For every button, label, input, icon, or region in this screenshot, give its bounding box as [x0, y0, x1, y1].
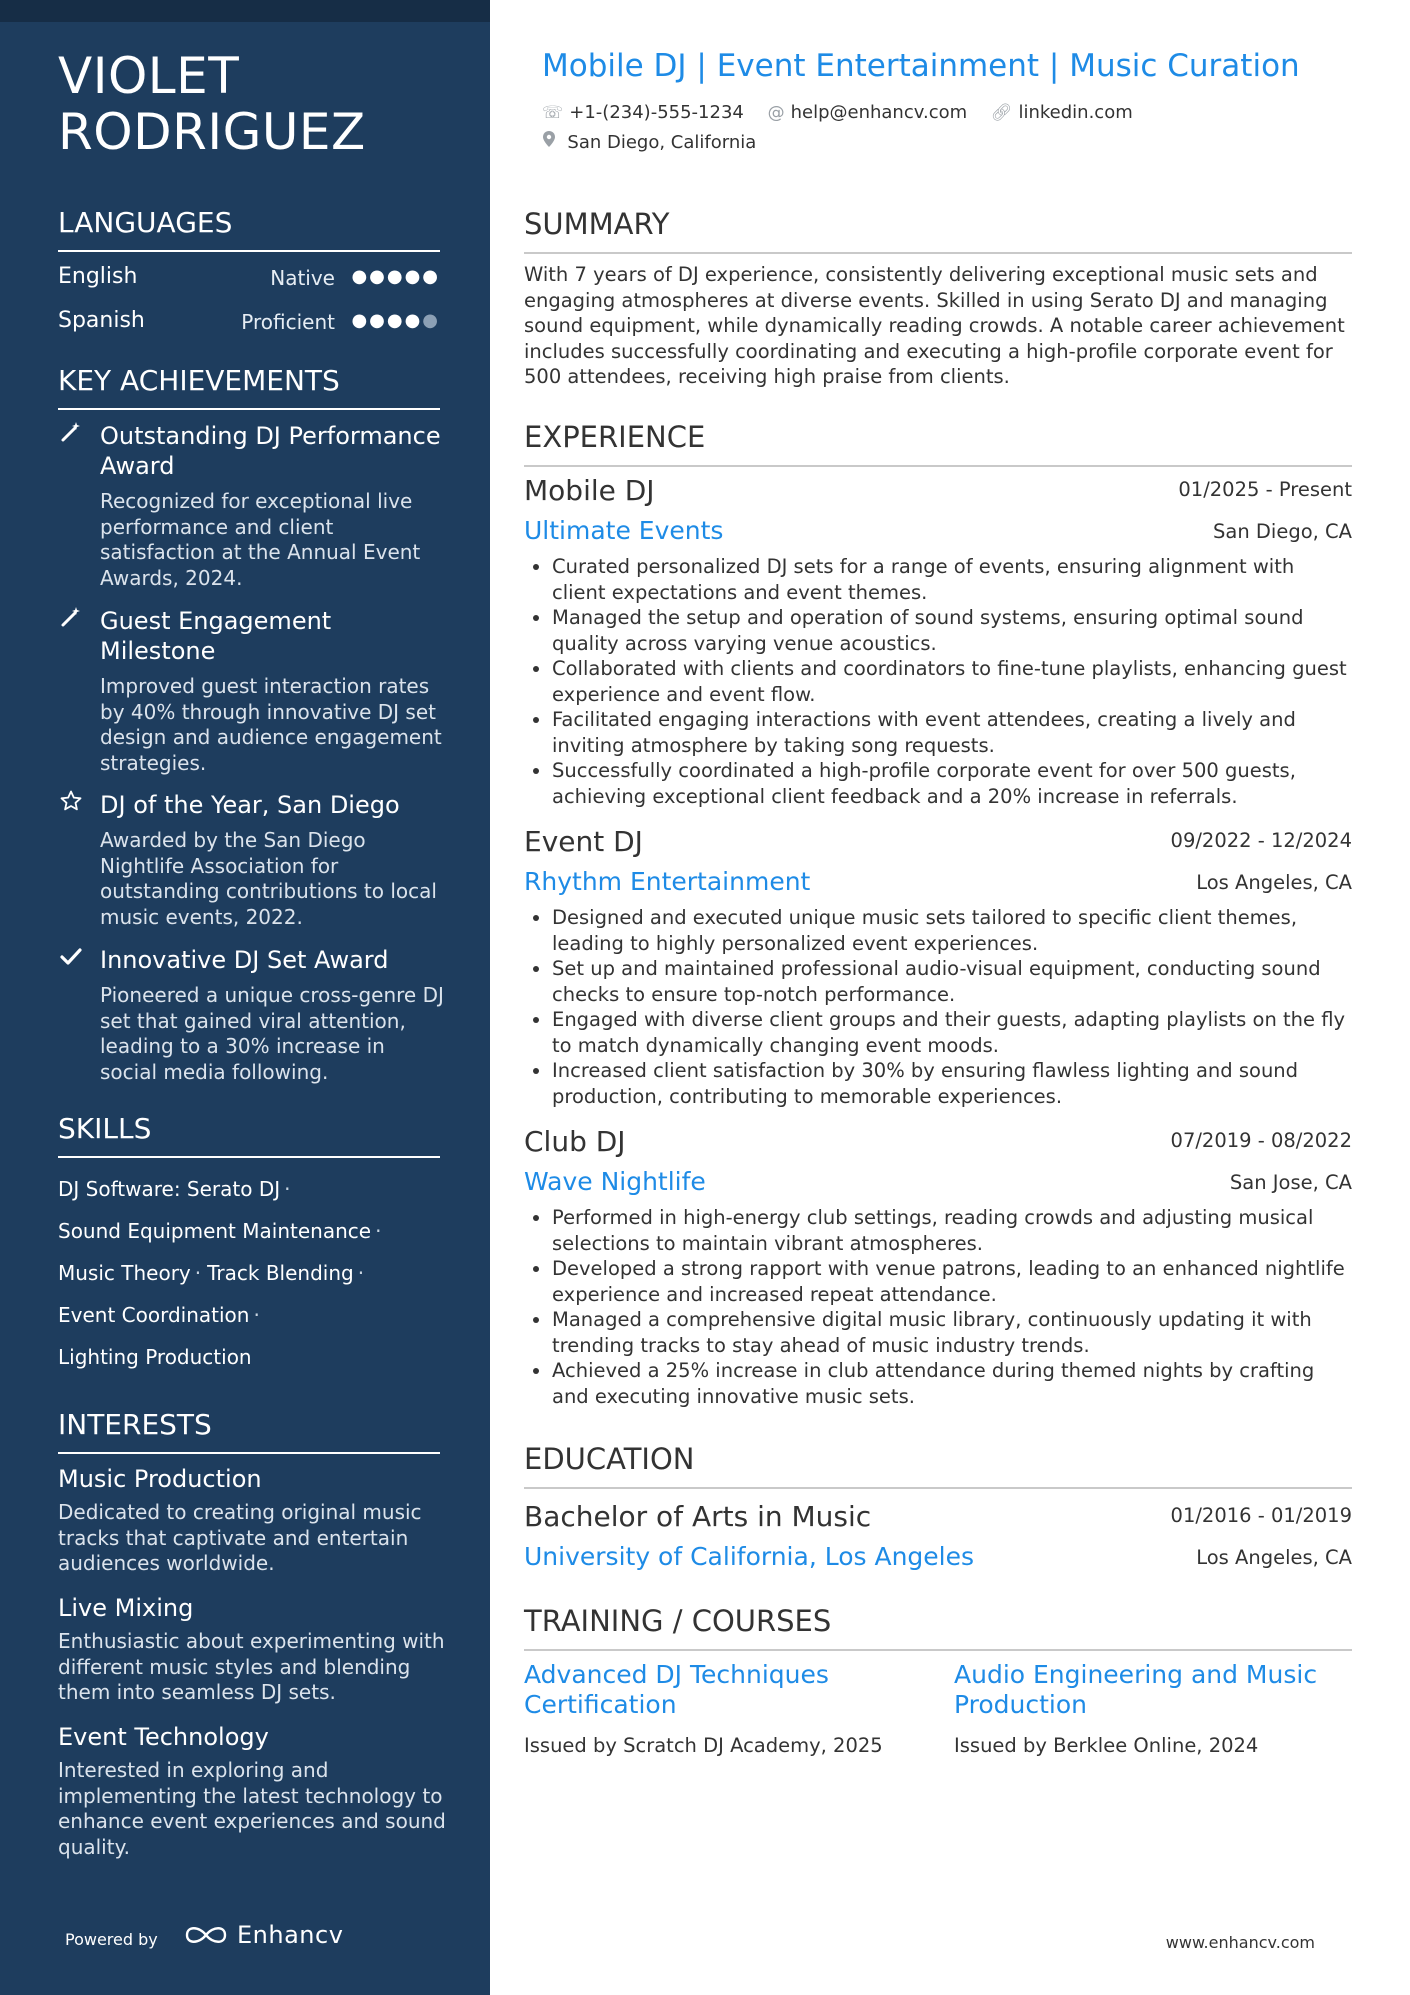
interest-desc: Enthusiastic about experimenting with different music styles and blending them into seamless DJ sets. [58, 1629, 445, 1704]
magic-wand-icon [58, 421, 84, 449]
job-bullets [524, 1205, 1352, 1409]
headline: Mobile DJ | Event Entertainment | Music Curation [542, 48, 1300, 84]
interest-title: Live Mixing [58, 1594, 194, 1622]
education-location: Los Angeles, CA [1196, 1546, 1352, 1569]
job-bullet: • Designed and executed unique music sets tailored to specific client themes, leading to highly personalized event experiences. [552, 905, 1352, 956]
achievements-heading: KEY ACHIEVEMENTS [58, 364, 440, 410]
phone[interactable]: +1-(234)-555-1234 [569, 102, 744, 123]
training-heading: TRAINING / COURSES [524, 1603, 1352, 1651]
location-pin-icon [542, 133, 561, 153]
last-name: RODRIGUEZ [58, 103, 366, 161]
job-bullet: • Facilitated engaging interactions with event attendees, creating a lively and inviting atmosphere by taking song requests. [552, 707, 1352, 758]
phone-icon: ☏ [542, 103, 564, 123]
skill-item: Track Blending [207, 1261, 354, 1285]
language-row [58, 308, 440, 338]
interest-desc: Dedicated to creating original music tracks that captivate and entertain audiences worldwide. [58, 1500, 422, 1575]
language-row [58, 264, 440, 294]
achievement-desc: Pioneered a unique cross-genre DJ set that gained viral attention, leading to a 30% increase in social media following. [100, 983, 444, 1084]
training-item [954, 1660, 1334, 1757]
location: San Diego, California [567, 132, 757, 153]
degree: Bachelor of Arts in Music [524, 1500, 872, 1533]
at-icon: @ [767, 103, 785, 123]
interest-title: Event Technology [58, 1723, 269, 1751]
job-bullet: • Engaged with diverse client groups and their guests, adapting playlists on the fly to match dynamically changing event moods. [552, 1007, 1352, 1058]
company-name[interactable]: Wave Nightlife [524, 1167, 706, 1196]
training-item [524, 1660, 904, 1757]
enhancv-logo-icon [183, 1922, 229, 1948]
checkmark-icon [58, 945, 84, 973]
language-name: Spanish [58, 308, 145, 333]
magic-wand-icon [58, 606, 84, 634]
job-bullet: • Achieved a 25% increase in club attendance during themed nights by crafting and executing innovative music sets. [552, 1358, 1352, 1409]
job-location: San Jose, CA [1229, 1171, 1352, 1194]
experience-item [524, 825, 1352, 1109]
sidebar-top-band [0, 0, 490, 22]
job-dates: 09/2022 - 12/2024 [1170, 829, 1352, 852]
experience-item [524, 474, 1352, 809]
job-title: Club DJ [524, 1125, 626, 1158]
company-name[interactable]: Ultimate Events [524, 516, 724, 545]
star-icon [58, 790, 84, 818]
experience-item [524, 1125, 1352, 1409]
education-item [524, 1500, 1352, 1572]
achievement-title: DJ of the Year, San Diego [100, 791, 400, 819]
achievement-item [58, 790, 448, 930]
achievement-item [58, 421, 448, 591]
first-name: VIOLET [58, 47, 240, 105]
contact-line-1 [542, 102, 1151, 123]
skills-heading: SKILLS [58, 1112, 440, 1158]
link-icon: 🔗︎ [990, 103, 1013, 123]
interest-item [58, 1722, 448, 1860]
enhancv-logo[interactable] [183, 1920, 343, 1960]
achievement-title: Innovative DJ Set Award [100, 946, 389, 974]
brand-name: Enhancv [237, 1921, 344, 1949]
summary-text: With 7 years of DJ experience, consistently delivering exceptional music sets and engaging atmospheres at diverse events. Skilled in using Serato DJ and managing sound equipment, while dynamically reading crowds. A notable career achievement includes successfully coordinating and executing a high-profile corporate event for 500 attendees, receiving high praise from clients. [524, 263, 1345, 388]
skill-item: DJ Software: Serato DJ [58, 1177, 281, 1201]
job-bullet: • Collaborated with clients and coordinators to fine-tune playlists, enhancing guest experience and event flow. [552, 656, 1352, 707]
education-dates: 01/2016 - 01/2019 [1170, 1504, 1352, 1527]
education-heading: EDUCATION [524, 1441, 1352, 1489]
achievement-desc: Awarded by the San Diego Nightlife Association for outstanding contributions to local music events, 2022. [100, 828, 437, 929]
job-bullets [524, 905, 1352, 1109]
job-bullet: • Set up and maintained professional audio-visual equipment, conducting sound checks to ensure top-notch performance. [552, 956, 1352, 1007]
job-bullet: • Developed a strong rapport with venue patrons, leading to an enhanced nightlife experience and increased repeat attendance. [552, 1256, 1352, 1307]
skill-item: Music Theory [58, 1261, 191, 1285]
job-bullet: • Increased client satisfaction by 30% by ensuring flawless lighting and sound production, contributing to memorable experiences. [552, 1058, 1352, 1109]
achievement-desc: Recognized for exceptional live performance and client satisfaction at the Annual Event Awards, 2024. [100, 489, 421, 590]
footer-url[interactable]: www.enhancv.com [1165, 1933, 1315, 1952]
training-title[interactable]: Advanced DJ Techniques Certification [524, 1660, 829, 1719]
job-bullet: • Curated personalized DJ sets for a range of events, ensuring alignment with client expectations and event themes. [552, 554, 1352, 605]
skill-item: Event Coordination [58, 1303, 250, 1327]
job-dates: 07/2019 - 08/2022 [1170, 1129, 1352, 1152]
training-issuer: Issued by Scratch DJ Academy, 2025 [524, 1734, 883, 1757]
job-bullet: • Managed a comprehensive digital music library, continuously updating it with trending tracks to stay ahead of music industry trends. [552, 1307, 1352, 1358]
interest-item [58, 1464, 448, 1577]
linkedin[interactable]: linkedin.com [1018, 102, 1133, 123]
job-title: Event DJ [524, 825, 643, 858]
summary-heading: SUMMARY [524, 206, 1352, 254]
language-rating: ●●●●● [351, 310, 440, 331]
interest-desc: Interested in exploring and implementing the latest technology to enhance event experiences and sound quality. [58, 1758, 446, 1859]
job-bullet: • Successfully coordinated a high-profile corporate event for over 500 guests, achieving exceptional client feedback and a 20% increase in referrals. [552, 758, 1352, 809]
interests-heading: INTERESTS [58, 1408, 440, 1454]
skill-item: Lighting Production [58, 1345, 252, 1369]
job-bullets [524, 554, 1352, 809]
school-name[interactable]: University of California, Los Angeles [524, 1542, 975, 1571]
languages-heading: LANGUAGES [58, 206, 440, 252]
job-location: Los Angeles, CA [1196, 871, 1352, 894]
sidebar [0, 0, 490, 1995]
achievement-title: Outstanding DJ Performance Award [100, 422, 441, 480]
interest-item [58, 1593, 448, 1706]
job-location: San Diego, CA [1213, 520, 1352, 543]
language-rating: ●●●●● [351, 266, 440, 287]
powered-by-label: Powered by [65, 1930, 158, 1949]
language-name: English [58, 264, 138, 289]
skill-item: Sound Equipment Maintenance [58, 1219, 372, 1243]
contact-line-2 [542, 130, 774, 153]
job-title: Mobile DJ [524, 474, 655, 507]
job-bullet: • Managed the setup and operation of sound systems, ensuring optimal sound quality across varying venue acoustics. [552, 605, 1352, 656]
training-issuer: Issued by Berklee Online, 2024 [954, 1734, 1259, 1757]
achievement-item [58, 606, 448, 776]
language-level: Native [270, 266, 335, 290]
achievement-title: Guest Engagement Milestone [100, 607, 332, 665]
training-title[interactable]: Audio Engineering and Music Production [954, 1660, 1318, 1719]
interest-title: Music Production [58, 1465, 262, 1493]
achievement-desc: Improved guest interaction rates by 40% through innovative DJ set design and audience engagement strategies. [100, 674, 442, 775]
language-level: Proficient [241, 310, 335, 334]
skills-list: DJ Software: Serato DJ · Sound Equipment Maintenance · Music Theory · Track Blending · Event Coordination · Lighting Production [58, 1177, 382, 1369]
company-name[interactable]: Rhythm Entertainment [524, 867, 811, 896]
job-dates: 01/2025 - Present [1178, 478, 1352, 501]
email[interactable]: help@enhancv.com [790, 102, 968, 123]
job-bullet: • Performed in high-energy club settings, reading crowds and adjusting musical selections to maintain vibrant atmospheres. [552, 1205, 1352, 1256]
experience-heading: EXPERIENCE [524, 419, 1352, 467]
person-name [58, 48, 366, 160]
achievement-item [58, 945, 448, 1085]
